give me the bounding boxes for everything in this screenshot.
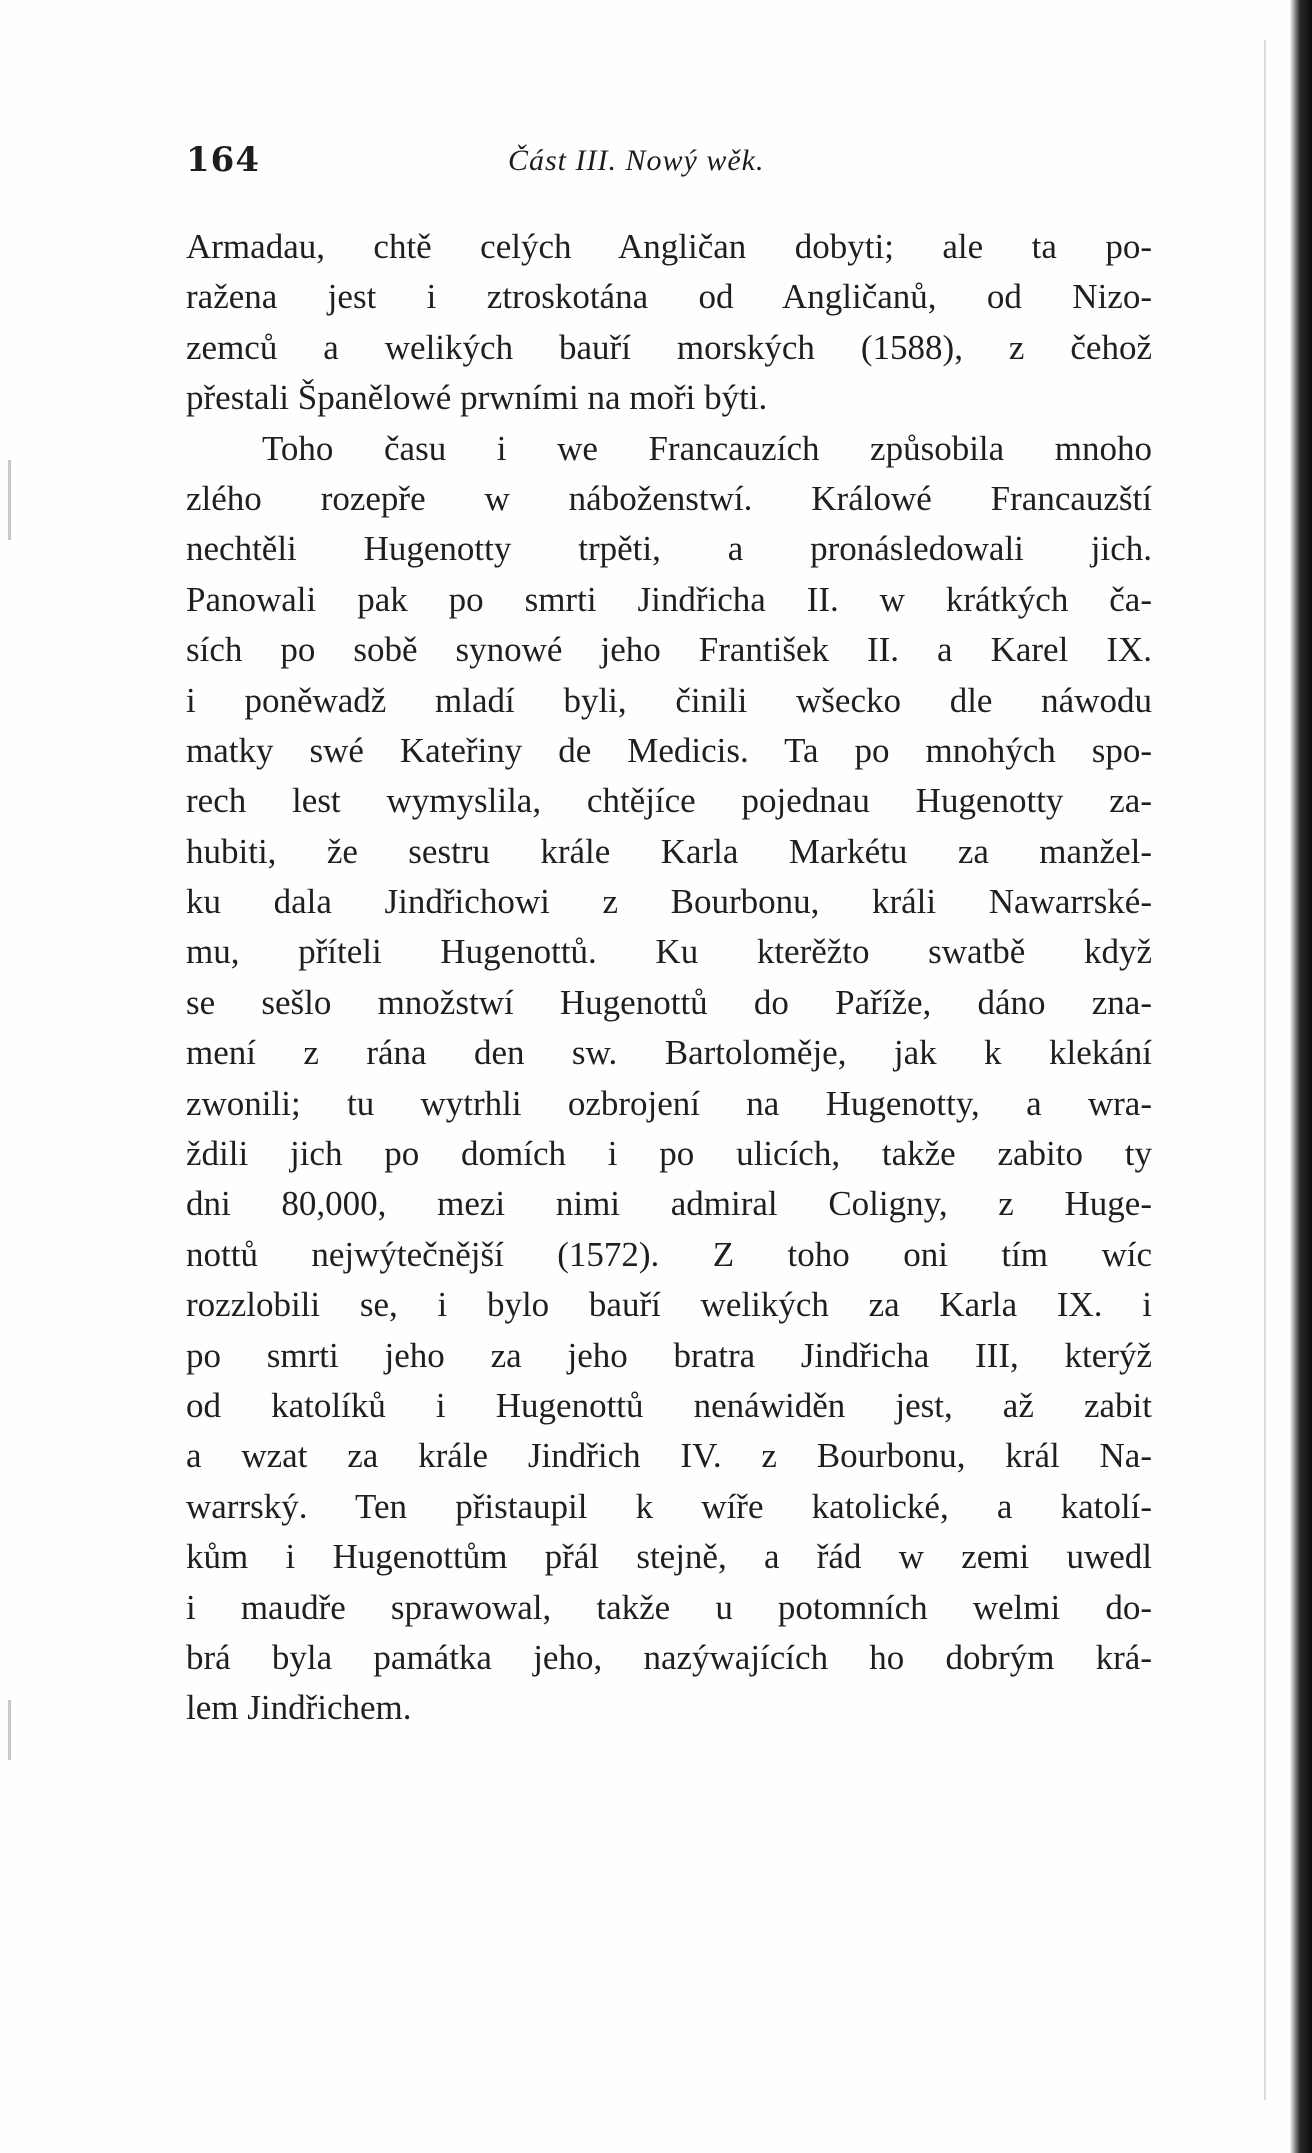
text-line: zemců a welikých bauří morských (1588), z čehož <box>186 327 1152 367</box>
text-line: hubiti, že sestru krále Karla Markétu za manžel- <box>186 831 1152 871</box>
text-line: sích po sobě synowé jeho František II. a Karel IX. <box>186 630 1152 670</box>
page-edge-line <box>1264 40 1266 2100</box>
text-line: lem Jindřichem. <box>186 1688 412 1728</box>
text-line: ku dala Jindřichowi z Bourbonu, králi Nawarrské- <box>186 882 1152 922</box>
text-line: a wzat za krále Jindřich IV. z Bourbonu, král Na- <box>186 1436 1152 1476</box>
text-line: Toho času i we Francauzích způsobila mnoho <box>262 428 1152 468</box>
text-line: rozzlobili se, i bylo bauří welikých za Karla IX. i <box>186 1285 1152 1325</box>
text-line: nottů nejwýtečnější (1572). Z toho oni tím wíc <box>186 1234 1152 1274</box>
text-line: ražena jest i ztroskotána od Angličanů, od Nizo- <box>186 277 1152 317</box>
page-header <box>186 140 1136 190</box>
page-number: 164 <box>186 140 260 180</box>
body-text <box>186 222 1152 1734</box>
text-line: warrský. Ten přistaupil k wíře katolické, a katolí- <box>186 1486 1152 1526</box>
text-line: Panowali pak po smrti Jindřicha II. w krátkých ča- <box>186 579 1152 619</box>
text-line: matky swé Kateřiny de Medicis. Ta po mnohých spo- <box>186 730 1152 770</box>
text-line: i poněwadž mladí byli, činili wšecko dle náwodu <box>186 680 1152 720</box>
text-line: i maudře sprawowal, takže u potomních welmi do- <box>186 1587 1152 1627</box>
page-edge-shadow <box>1290 0 1312 2153</box>
text-line: zlého rozepře w náboženstwí. Králowé Francauzští <box>186 478 1152 518</box>
text-line: mení z rána den sw. Bartoloměje, jak k klekání <box>186 1033 1152 1073</box>
text-line: mu, příteli Hugenottů. Ku kterěžto swatbě když <box>186 932 1152 972</box>
text-line: se sešlo množstwí Hugenottů do Paříže, dáno zna- <box>186 982 1152 1022</box>
binding-mark <box>8 460 11 540</box>
text-line: přestali Španělowé prwními na moři býti. <box>186 378 768 418</box>
text-line: od katolíků i Hugenottů nenáwiděn jest, až zabit <box>186 1385 1152 1425</box>
text-line: dni 80,000, mezi nimi admiral Coligny, z Huge- <box>186 1184 1152 1224</box>
text-line: nechtěli Hugenotty trpěti, a pronásledowali jich. <box>186 529 1152 569</box>
binding-mark <box>8 1700 11 1760</box>
text-line: zwonili; tu wytrhli ozbrojení na Hugenotty, a wra- <box>186 1083 1152 1123</box>
text-line: kům i Hugenottům přál stejně, a řád w zemi uwedl <box>186 1537 1152 1577</box>
running-head: Část III. Nowý wěk. <box>508 144 765 177</box>
text-line: rech lest wymyslila, chtějíce pojednau Hugenotty za- <box>186 781 1152 821</box>
text-line: po smrti jeho za jeho bratra Jindřicha III, kterýž <box>186 1335 1152 1375</box>
text-line: ždili jich po domích i po ulicích, takže zabito ty <box>186 1134 1152 1174</box>
text-line: brá byla památka jeho, nazýwajících ho dobrým krá- <box>186 1637 1152 1677</box>
text-line: Armadau, chtě celých Angličan dobyti; ale ta po- <box>186 227 1152 266</box>
